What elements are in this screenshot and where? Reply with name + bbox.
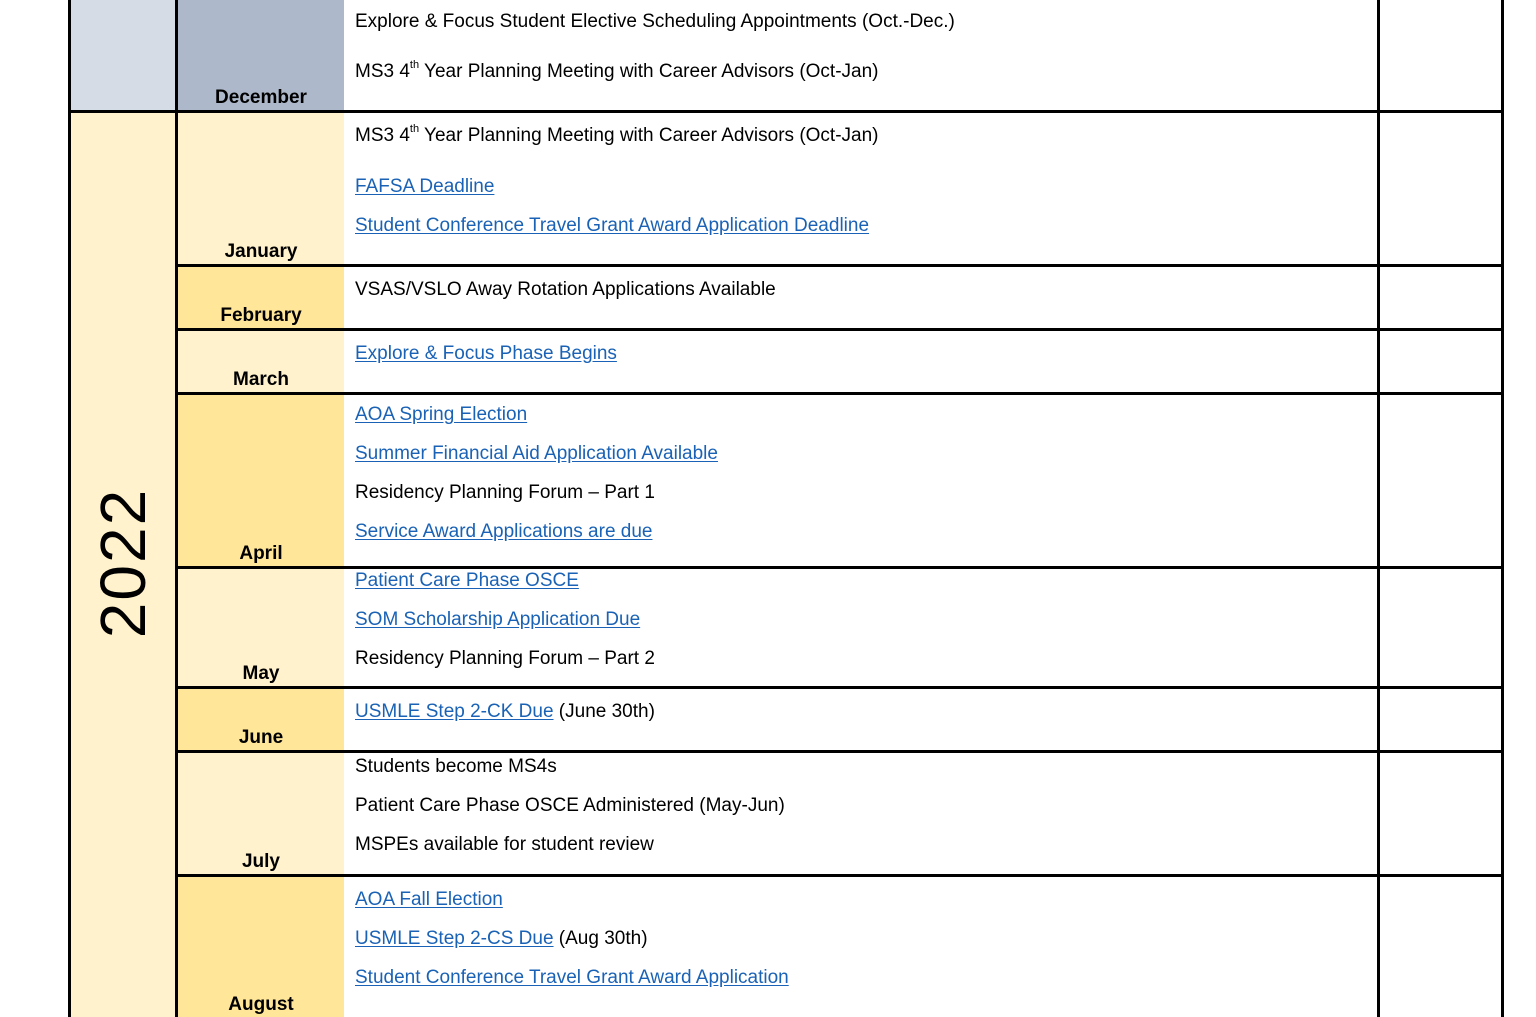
table-border-left — [68, 0, 71, 1017]
month-label: April — [239, 543, 283, 564]
year-label: 2022 — [87, 487, 159, 639]
row-divider — [175, 686, 1504, 689]
row-divider — [175, 750, 1504, 753]
year-month-divider — [175, 0, 178, 1017]
month-label: July — [241, 851, 281, 872]
month-label: August — [228, 994, 294, 1015]
month-cell-december — [178, 0, 344, 110]
row-divider — [175, 328, 1504, 331]
patient-care-osce-link[interactable]: Patient Care Phase OSCE — [355, 570, 579, 591]
row-divider — [68, 110, 1504, 113]
month-cell-march — [178, 331, 344, 392]
month-label: March — [233, 369, 289, 390]
year-cell-2021 — [71, 0, 176, 110]
event-item: Residency Planning Forum – Part 1 — [355, 482, 655, 503]
som-scholarship-link[interactable]: SOM Scholarship Application Due — [355, 609, 641, 630]
travel-grant-deadline-link[interactable]: Student Conference Travel Grant Award Application Deadline — [355, 215, 870, 236]
travel-grant-application-link[interactable]: Student Conference Travel Grant Award Application — [355, 967, 789, 988]
month-cell-april — [178, 395, 344, 566]
month-label: December — [215, 87, 307, 108]
event-item: Students become MS4s — [355, 756, 557, 777]
event-item: Patient Care Phase OSCE Administered (May-Jun) — [355, 795, 785, 816]
fafsa-deadline-link[interactable]: FAFSA Deadline — [355, 176, 495, 197]
usmle-step2cs-link[interactable]: USMLE Step 2-CS Due — [355, 928, 554, 949]
aoa-fall-election-link[interactable]: AOA Fall Election — [355, 889, 503, 910]
month-label: January — [224, 241, 298, 262]
month-label: June — [238, 727, 284, 748]
events-notes-divider — [1377, 0, 1380, 1017]
event-item: MSPEs available for student review — [355, 834, 654, 855]
event-item: Explore & Focus Student Elective Scheduling Appointments (Oct.-Dec.) — [355, 11, 955, 32]
explore-focus-phase-link[interactable]: Explore & Focus Phase Begins — [355, 343, 617, 364]
month-cell-may — [178, 569, 344, 686]
event-item: Residency Planning Forum – Part 2 — [355, 648, 655, 669]
usmle-step2ck-link[interactable]: USMLE Step 2-CK Due — [355, 701, 554, 722]
calendar-page: 2022 December January February March April May June July August Explore & Focus Student Elective Scheduling Appointments (Oct.-Dec.) MS3 4th Year Planning Meeting with Career Advisors (Oct-Jan) MS3 4th Year Planning Meeting with Career Advisors (Oct-Jan) FAFSA Deadline Student Conference Travel Grant Award Application Deadline VSAS/VSLO Away Rotation Applications Available Explore & Focus Phase Begins AOA Spring Election Summer Financial Aid Application Available Residency Planning Forum – Part 1 Service Award Applications are due Patient Care Phase OSCE SOM Scholarship Application Due Residency Planning Forum – Part 2 USMLE Step 2-CK Due (June 30th) Students become MS4s Patient Care Phase OSCE Administered (May-Jun) MSPEs available for student review AOA Fall Election USMLE Step 2-CS Due (Aug 30th) Student Conference Travel Grant Award Application — [0, 0, 1536, 1017]
month-cell-january — [178, 113, 344, 264]
row-divider — [175, 566, 1504, 569]
month-cell-june — [178, 689, 344, 750]
row-divider — [175, 392, 1504, 395]
month-label: February — [220, 305, 302, 326]
summer-financial-aid-link[interactable]: Summer Financial Aid Application Available — [355, 443, 718, 464]
row-divider — [175, 264, 1504, 267]
month-label: May — [242, 663, 280, 684]
row-divider — [175, 874, 1504, 877]
aoa-spring-election-link[interactable]: AOA Spring Election — [355, 404, 528, 425]
event-item: VSAS/VSLO Away Rotation Applications Available — [355, 279, 776, 300]
event-item: MS3 4th Year Planning Meeting with Career Advisors (Oct-Jan) — [355, 122, 879, 146]
service-award-link[interactable]: Service Award Applications are due — [355, 521, 653, 542]
event-item: MS3 4th Year Planning Meeting with Career Advisors (Oct-Jan) — [355, 58, 879, 82]
month-cell-february — [178, 267, 344, 328]
month-cell-july — [178, 753, 344, 874]
month-cell-august — [178, 877, 344, 1017]
table-border-right — [1501, 0, 1504, 1017]
